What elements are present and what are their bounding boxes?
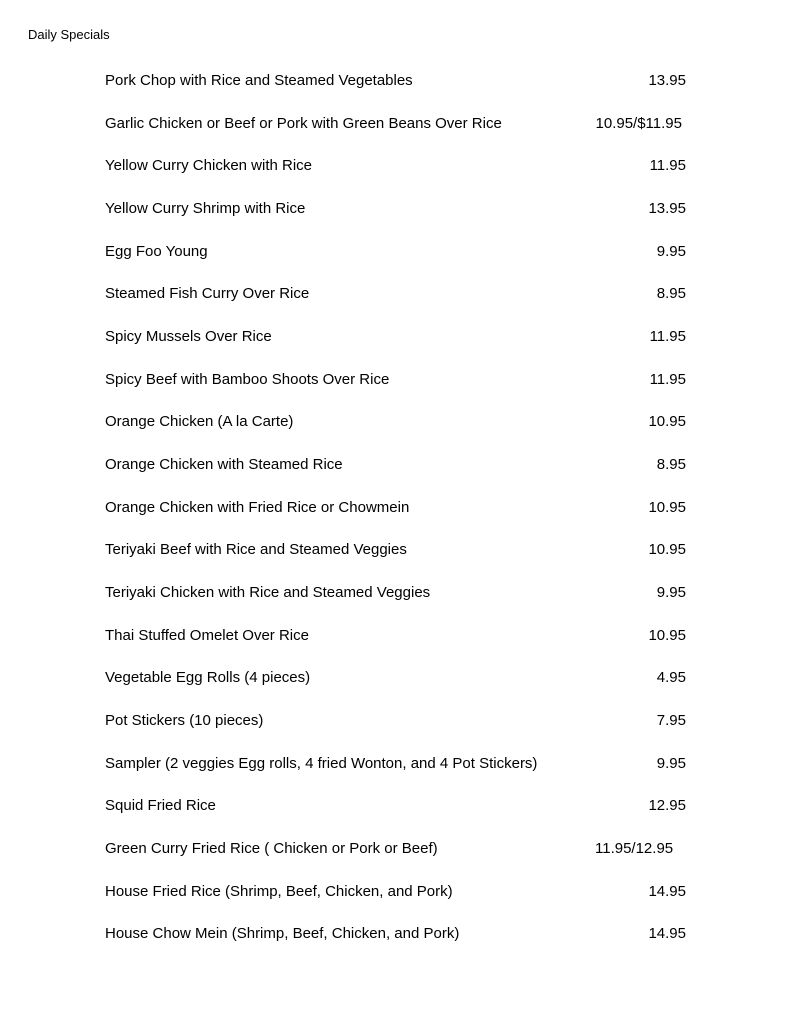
menu-item (0, 412, 792, 432)
menu-item (0, 583, 792, 603)
menu-item-price: 11.95/12.95 (595, 840, 674, 857)
menu-item (0, 199, 792, 219)
menu-item (0, 370, 792, 390)
menu-item-price: 12.95 (648, 797, 686, 814)
menu-item-name: Squid Fried Rice (105, 797, 216, 814)
menu-item (0, 284, 792, 304)
menu-item-price: 14.95 (648, 925, 686, 942)
menu-item-name: Spicy Mussels Over Rice (105, 328, 272, 345)
menu-item-price: 9.95 (656, 243, 686, 260)
menu-item-name: Egg Foo Young (105, 243, 208, 260)
menu-item (0, 455, 792, 475)
menu-item (0, 327, 792, 347)
menu-item (0, 754, 792, 774)
menu-item-price: 8.95 (656, 285, 686, 302)
menu-item-price: 7.95 (656, 712, 686, 729)
menu-item (0, 668, 792, 688)
menu-item-name: Teriyaki Beef with Rice and Steamed Veggies (105, 541, 407, 558)
menu-item (0, 242, 792, 262)
menu-item-price: 10.95 (648, 541, 686, 558)
menu-item (0, 882, 792, 902)
menu-item-price: 11.95 (649, 157, 686, 174)
menu-item-name: Teriyaki Chicken with Rice and Steamed Veggies (105, 584, 431, 601)
menu-item (0, 626, 792, 646)
menu-item-name: Thai Stuffed Omelet Over Rice (105, 627, 309, 644)
menu-item-name: Pork Chop with Rice and Steamed Vegetables (105, 72, 413, 89)
menu-item-price: 14.95 (648, 883, 686, 900)
menu-item (0, 796, 792, 816)
menu-item-price: 13.95 (648, 200, 686, 217)
menu-item-name: Orange Chicken (A la Carte) (105, 413, 294, 430)
menu-item-name: Green Curry Fried Rice ( Chicken or Pork or Beef) (105, 840, 438, 857)
menu-item-price: 11.95 (649, 328, 686, 345)
menu-item-price: 10.95 (648, 413, 686, 430)
menu-item (0, 498, 792, 518)
menu-item-name: Yellow Curry Shrimp with Rice (105, 200, 306, 217)
menu-item (0, 71, 792, 91)
menu-item-name: Vegetable Egg Rolls (4 pieces) (105, 669, 311, 686)
menu-item (0, 924, 792, 944)
menu-item-price: 4.95 (656, 669, 686, 686)
menu-item-price: 8.95 (656, 456, 686, 473)
menu-item-price: 13.95 (648, 72, 686, 89)
menu-item-name: House Fried Rice (Shrimp, Beef, Chicken, and Pork) (105, 883, 453, 900)
page-title: Daily Specials (28, 27, 110, 42)
menu-item-name: Spicy Beef with Bamboo Shoots Over Rice (105, 371, 390, 388)
menu-item (0, 711, 792, 731)
menu-item-price: 10.95 (648, 499, 686, 516)
menu-item (0, 839, 792, 859)
menu-item (0, 156, 792, 176)
menu-item-price: 10.95 (648, 627, 686, 644)
menu-item-name: Orange Chicken with Fried Rice or Chowmein (105, 499, 410, 516)
menu-item-name: Pot Stickers (10 pieces) (105, 712, 264, 729)
menu-item (0, 540, 792, 560)
menu-item-price: 9.95 (656, 755, 686, 772)
menu-item-name: Yellow Curry Chicken with Rice (105, 157, 313, 174)
menu-item (0, 114, 792, 134)
menu-item-name: Sampler (2 veggies Egg rolls, 4 fried Wonton, and 4 Pot Stickers) (105, 755, 538, 772)
menu-item-price: 11.95 (649, 371, 686, 388)
menu-item-name: Garlic Chicken or Beef or Pork with Green Beans Over Rice (105, 115, 502, 132)
menu-item-price: 10.95/$11.95 (595, 115, 682, 132)
menu-item-price: 9.95 (656, 584, 686, 601)
menu-item-name: Orange Chicken with Steamed Rice (105, 456, 343, 473)
menu-item-name: Steamed Fish Curry Over Rice (105, 285, 310, 302)
menu-item-name: House Chow Mein (Shrimp, Beef, Chicken, and Pork) (105, 925, 460, 942)
